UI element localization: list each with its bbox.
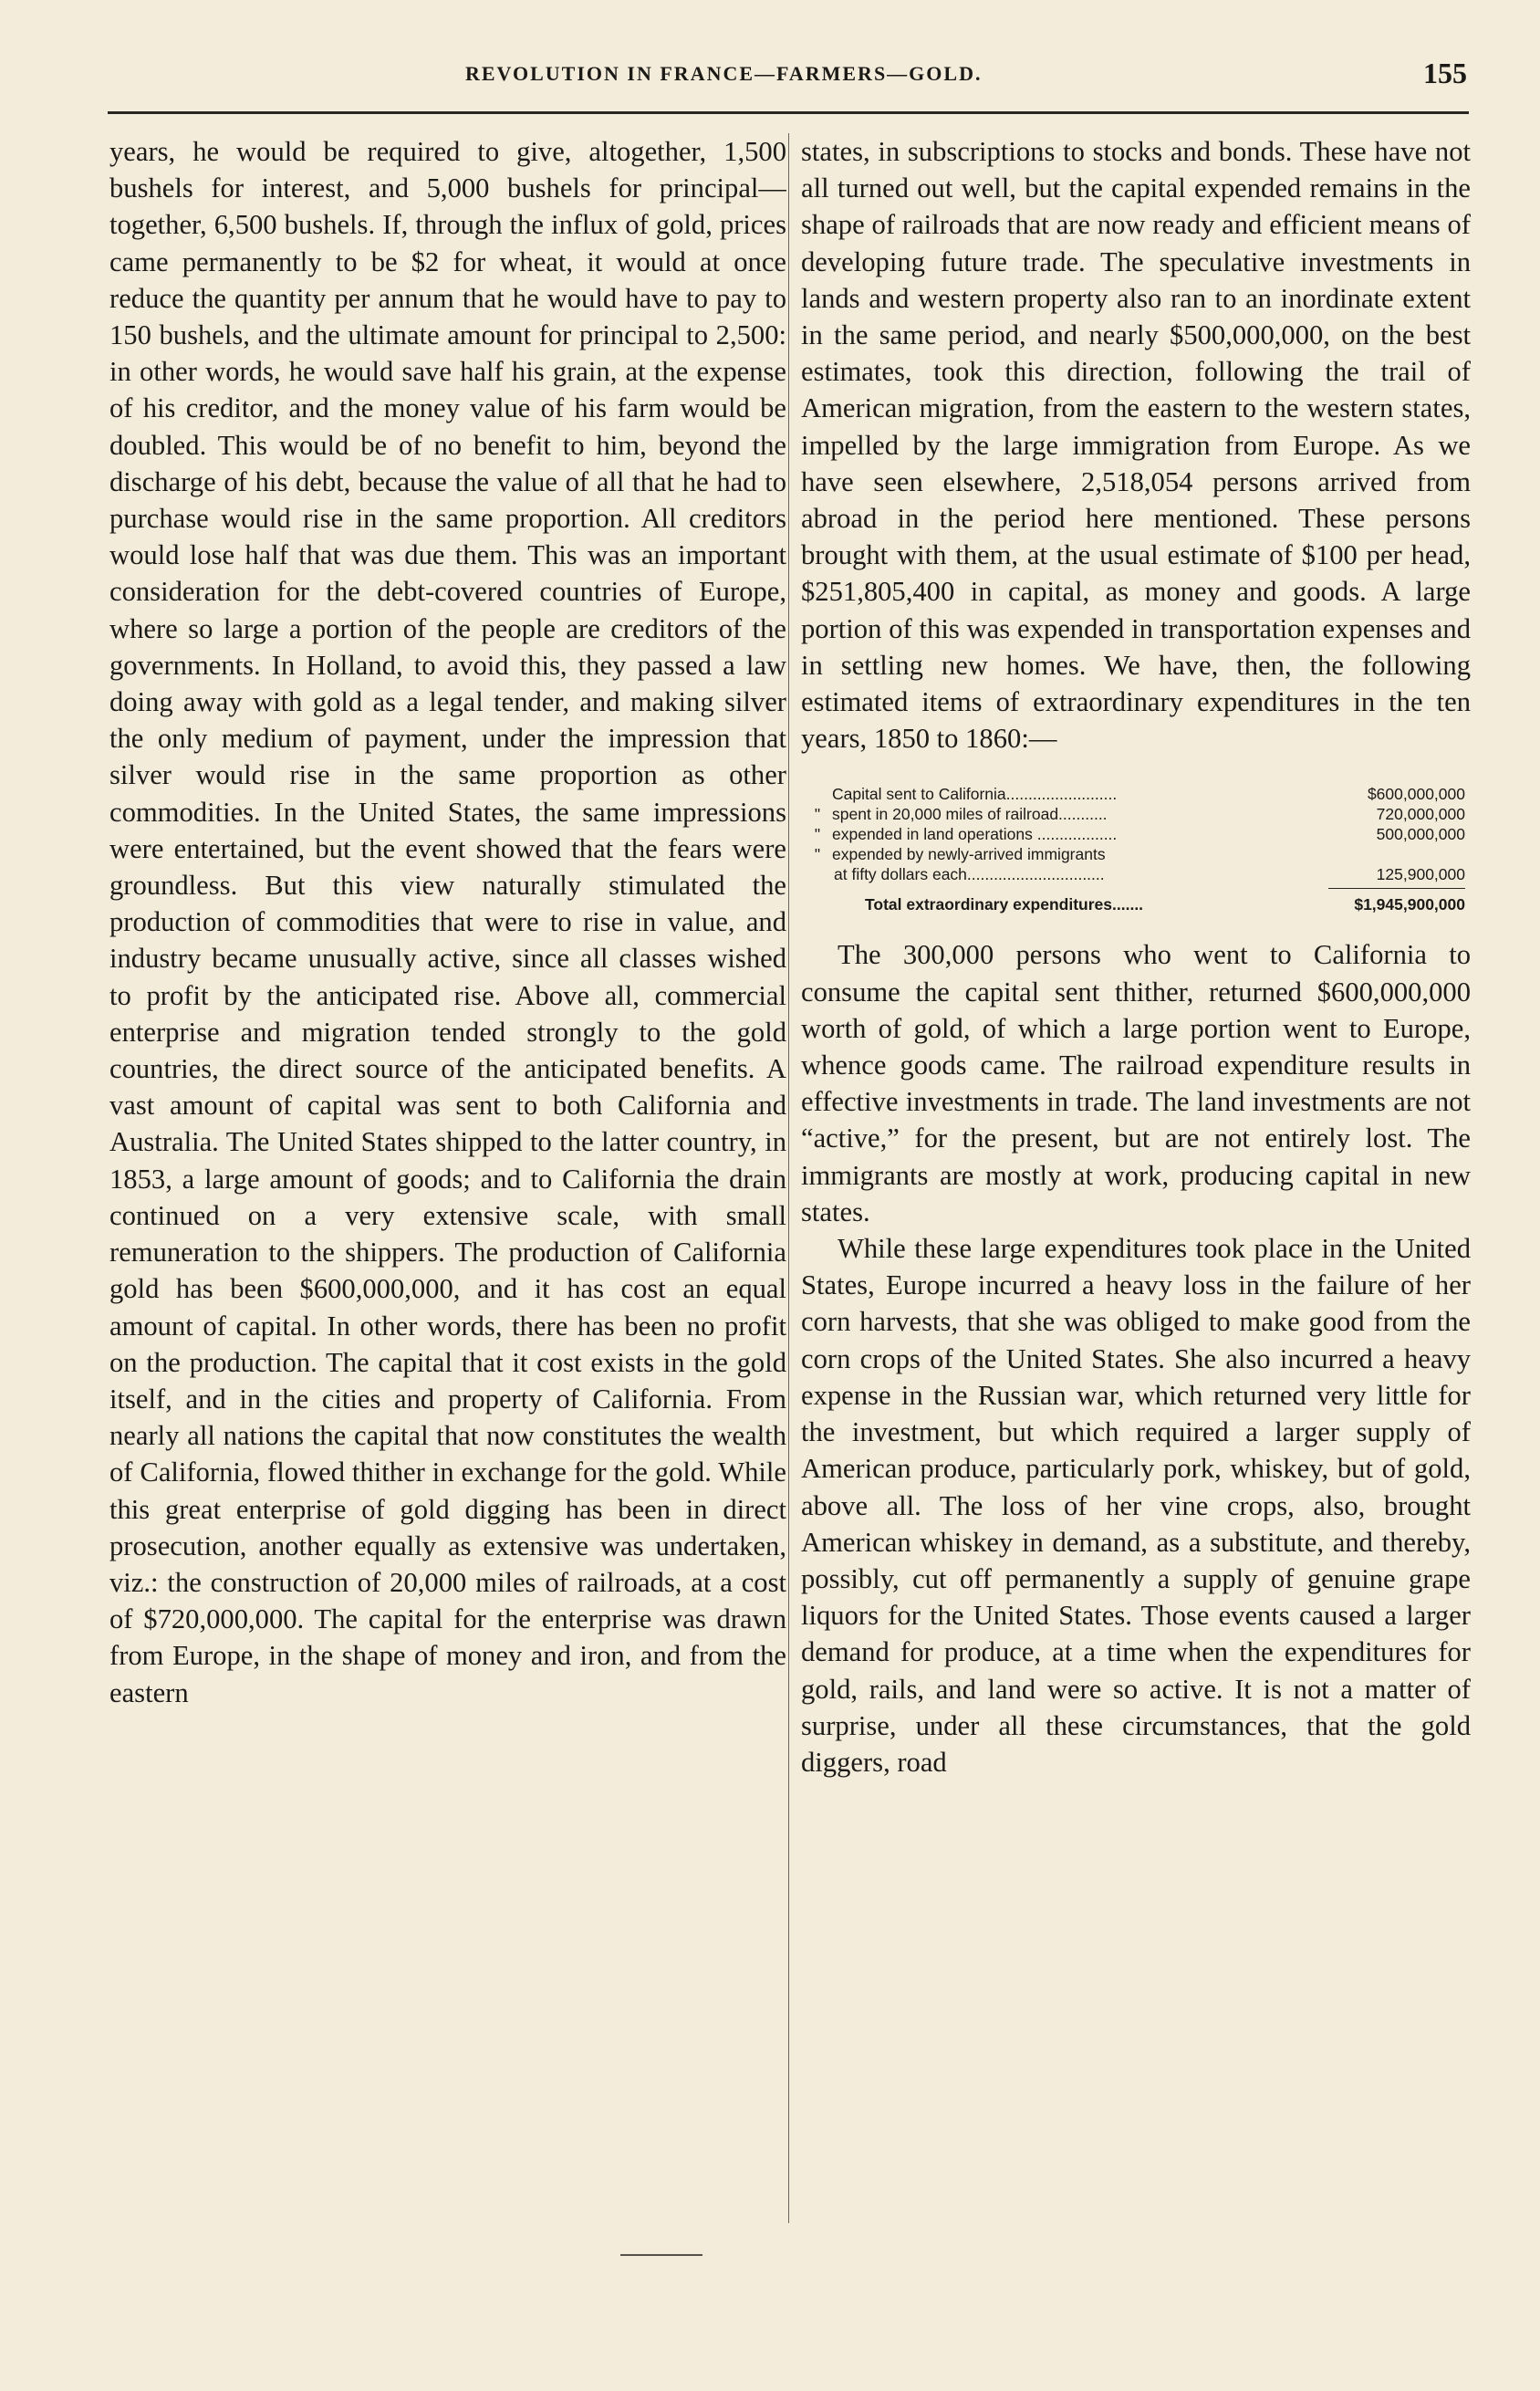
table-row-amount: 720,000,000	[1376, 805, 1465, 824]
table-row-label: spent in 20,000 miles of railroad...........	[832, 805, 1108, 824]
running-head	[108, 57, 1467, 102]
table-row	[803, 824, 1465, 844]
expenditure-table	[803, 784, 1465, 914]
table-row	[803, 784, 1465, 804]
table-total-row	[803, 894, 1465, 914]
table-row-label: Capital sent to California.........................	[832, 785, 1118, 804]
footer-mark	[620, 2254, 702, 2256]
ditto-mark: "	[814, 845, 821, 864]
table-row-label: expended by newly-arrived immigrants	[832, 845, 1106, 864]
ditto-mark: "	[814, 805, 821, 824]
body-paragraph: While these large expenditures took place in the United States, Europe incurred a heavy loss in the failure of her corn harvests, that she was obliged to make good from the corn crops of the United States. She also incurred a heavy expense in the Russian war, which returned very little for the investment, but which required a larger supply of American produce, particularly pork, whiskey, but of gold, above all. The loss of her vine crops, also, brought American whiskey in demand, as a substitute, and thereby, possibly, cut off permanently a supply of genuine grape liquors for the United States. Those events caused a larger demand for produce, at a time when the expenditures for gold, rails, and land were so active. It is not a matter of surprise, under all these circumstances, that the gold diggers, road	[801, 1233, 1471, 1778]
ditto-mark: "	[814, 825, 821, 844]
left-column	[109, 133, 786, 2219]
body-paragraph: years, he would be required to give, altogether, 1,500 bushels for interest, and 5,000 bushels for principal—together, 6,500 bushels. If, through the influx of gold, prices came permanently to be $2 for wheat, it would at once reduce the quantity per annum that he would have to pay to 150 bushels, and the ultimate amount for principal to 2,500: in other words, he would save half his grain, at the expense of his creditor, and the money value of his farm would be doubled. This would be of no benefit to him, beyond the discharge of his debt, because the value of all that he had to purchase would rise in the same proportion. All creditors would lose half that was due them. This was an important consideration for the debt-covered countries of Europe, where so large a portion of the people are creditors of the governments. In Holland, to avoid this, they passed a law doing away with gold as a legal tender, and making silver the only medium of payment, under the impression that silver would rise in the same proportion as other commodities. In the United States, the same impressions were entertained, but the event showed that the fears were groundless. But this view naturally stimulated the production of commodities that were to rise in value, and industry became unusually active, since all classes wished to profit by the anticipated rise. Above all, commercial enterprise and migration tended strongly to the gold countries, the direct source of the anticipated benefits. A vast amount of capital was sent to both California and Australia. The United States shipped to the latter country, in 1853, a large amount of goods; and to California the drain continued on a very extensive scale, with small remuneration to the shippers. The production of California gold has been $600,000,000, and it has cost an equal amount of capital. In other words, there has been no profit on the production. The capital that it cost exists in the gold itself, and in the cities and property of California. From nearly all nations the capital that now constitutes the wealth of California, flowed thither in exchange for the gold. While this great enterprise of gold digging has been in direct prosecution, another equally as extensive was undertaken, viz.: the construction of 20,000 miles of railroads, at a cost of $720,000,000. The capital for the enterprise was drawn from Europe, in the shape of money and iron, and from the eastern	[109, 136, 786, 1708]
table-total-label: Total extraordinary expenditures.......	[865, 895, 1144, 914]
body-paragraph: states, in subscriptions to stocks and bonds. These have not all turned out well, but the capital expended remains in the shape of railroads that are now ready and efficient means of developing future trade. The speculative investments in lands and western property also ran to an inordinate extent in the same period, and nearly $500,000,000, on the best estimates, took this direction, following the trail of American migration, from the eastern to the western states, impelled by the large immigration from Europe. As we have seen elsewhere, 2,518,054 persons arrived from abroad in the period here mentioned. These persons brought with them, at the usual estimate of $100 per head, $251,805,400 in capital, as money and goods. A large portion of this was expended in transportation expenses and in settling new homes. We have, then, the following estimated items of extraordinary expenditures in the ten years, 1850 to 1860:—	[801, 136, 1471, 755]
body-paragraph: The 300,000 persons who went to California to consume the capital sent thither, returned $600,000,000 worth of gold, of which a large portion went to Europe, whence goods came. The railroad expenditure results in effective investments in trade. The land investments are not “active,” for the present, but are not entirely lost. The immigrants are mostly at work, producing capital in new states.	[801, 939, 1471, 1227]
table-row-amount: $600,000,000	[1367, 785, 1465, 804]
table-row-amount: 500,000,000	[1376, 825, 1465, 844]
page-number: 155	[1423, 57, 1467, 89]
table-total-amount: $1,945,900,000	[1354, 895, 1465, 914]
header-rule	[108, 111, 1469, 114]
table-row	[803, 804, 1465, 824]
table-row-amount: 125,900,000	[1376, 865, 1465, 884]
running-title: REVOLUTION IN FRANCE—FARMERS—GOLD.	[465, 62, 983, 85]
table-row-amount	[1458, 844, 1465, 864]
table-row-label: at fifty dollars each...............................	[834, 865, 1105, 884]
table-row	[803, 864, 1465, 884]
table-row	[803, 844, 1465, 864]
sum-rule	[1328, 888, 1465, 889]
column-divider	[788, 133, 789, 2223]
right-column	[801, 133, 1471, 2219]
table-row-label: expended in land operations ..................	[832, 825, 1118, 844]
